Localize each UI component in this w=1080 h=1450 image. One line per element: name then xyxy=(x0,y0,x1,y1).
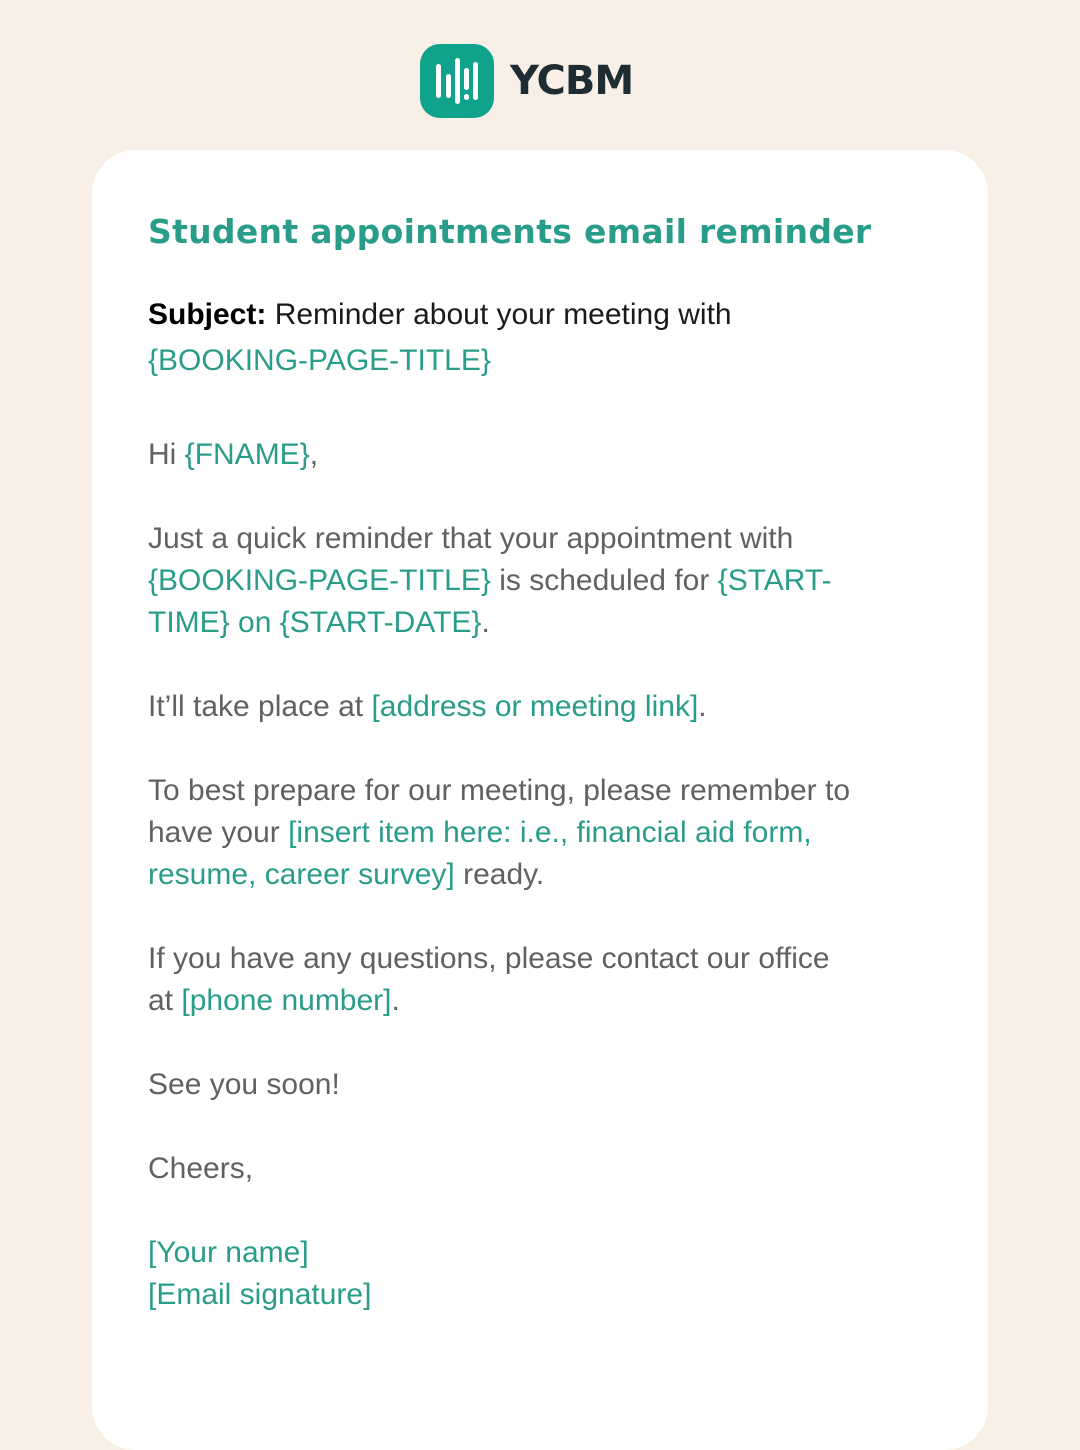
placeholder-variable: {FNAME} xyxy=(184,438,310,471)
placeholder-variable: {BOOKING-PAGE-TITLE} xyxy=(148,564,491,597)
body-text: . xyxy=(698,690,707,723)
body-text: , xyxy=(309,438,319,471)
placeholder-variable: [insert item here: i.e., financial aid form, xyxy=(288,816,812,849)
email-paragraph xyxy=(148,1232,948,1316)
placeholder-variable: [Your name] xyxy=(148,1236,309,1269)
email-paragraph xyxy=(148,1148,948,1190)
body-text: . xyxy=(391,984,400,1017)
subject-label: Subject: xyxy=(148,298,267,331)
email-template-card xyxy=(92,150,988,1450)
placeholder-variable: [Email signature] xyxy=(148,1278,372,1311)
placeholder-variable: [address or meeting link] xyxy=(371,690,699,723)
email-paragraph xyxy=(148,1064,948,1106)
placeholder-variable: {START- xyxy=(717,564,832,597)
ycbm-logo xyxy=(420,44,633,118)
body-text: . xyxy=(481,606,490,639)
email-paragraph xyxy=(148,938,948,1022)
placeholder-variable: [phone number] xyxy=(181,984,392,1017)
email-paragraph xyxy=(148,770,948,896)
body-text: It’ll take place at xyxy=(148,690,372,723)
brand-name: YCBM xyxy=(510,58,634,104)
body-text: Just a quick reminder that your appointment with xyxy=(148,522,794,555)
placeholder-variable: resume, career survey] xyxy=(148,858,455,891)
email-paragraph xyxy=(148,686,948,728)
email-paragraph xyxy=(148,518,948,644)
page-title: Student appointments email reminder xyxy=(148,212,872,251)
body-text: See you soon! xyxy=(148,1068,340,1101)
body-text: Hi xyxy=(148,438,185,471)
email-body xyxy=(148,292,948,1358)
body-text: at xyxy=(148,984,182,1017)
body-text: ready. xyxy=(454,858,545,891)
email-subject xyxy=(148,292,948,384)
body-text: is scheduled for xyxy=(490,564,718,597)
email-paragraph xyxy=(148,434,948,476)
placeholder-variable: TIME} on {START-DATE} xyxy=(148,606,482,639)
subject-variable: {BOOKING-PAGE-TITLE} xyxy=(148,344,491,377)
body-text: have your xyxy=(148,816,289,849)
body-text: Cheers, xyxy=(148,1152,254,1185)
subject-text: Reminder about your meeting with xyxy=(274,298,732,331)
body-text: If you have any questions, please contact our office xyxy=(148,942,830,975)
body-text: To best prepare for our meeting, please remember to xyxy=(148,774,851,807)
sound-bars-icon xyxy=(420,44,494,118)
